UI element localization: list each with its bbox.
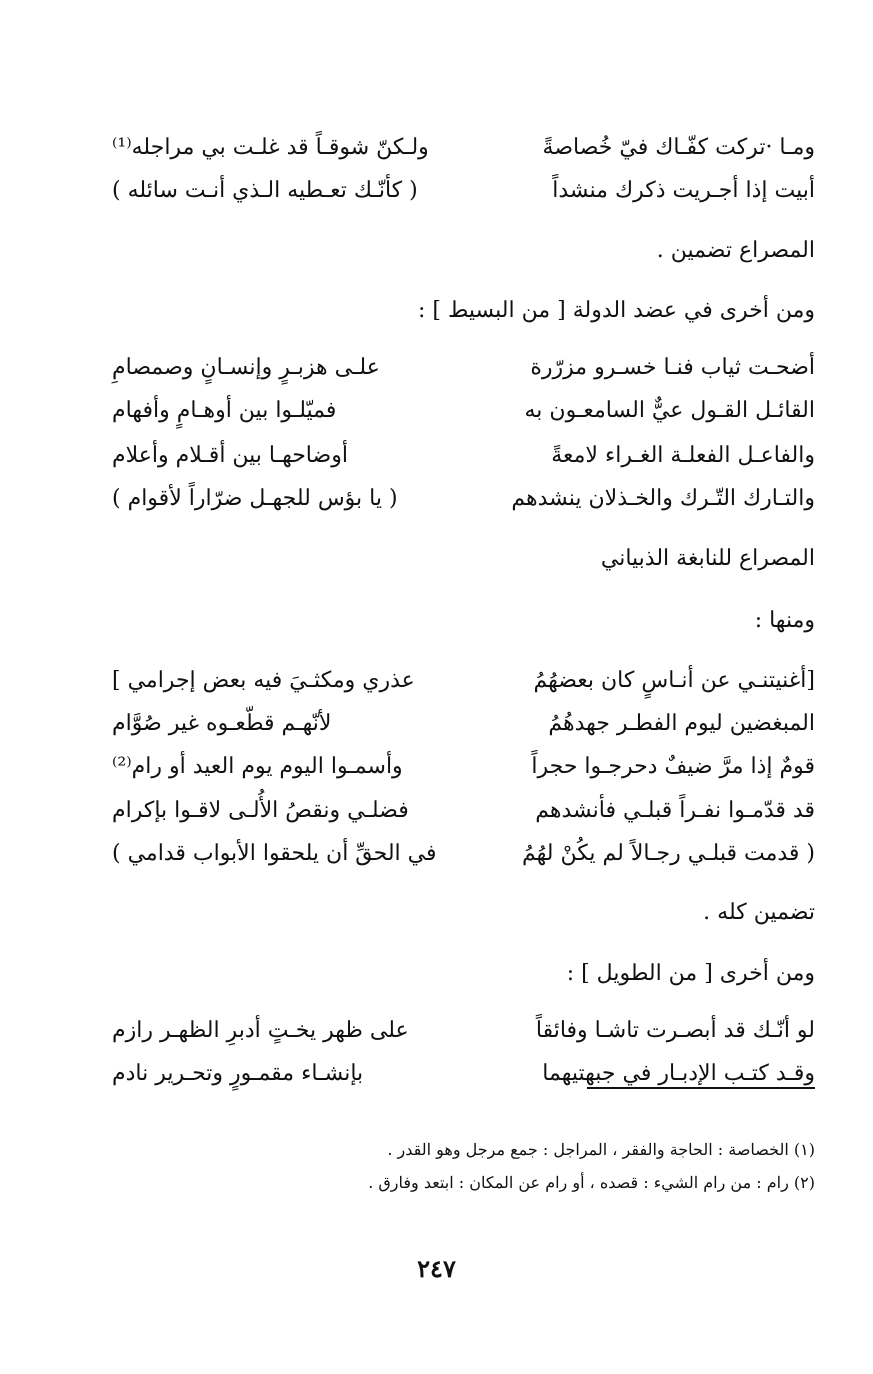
footnote: (٢) رام : من رام الشيء : قصده ، أو رام عن المكان : ابتعد وفارق . <box>368 1173 815 1192</box>
page-number: ٢٤٧ <box>417 1254 456 1283</box>
verse-second-hemistich: فميّلـوا بين أوهـامٍ وأفهام <box>112 398 337 423</box>
verse-second-hemistich: ( يا بؤس للجهـل ضرّاراً لأقوام ) <box>112 486 398 511</box>
verse-first-hemistich: قومٌ إذا مرَّ ضيفٌ دحرجـوا حجراً <box>531 754 815 779</box>
verse-second-hemistich: أوضاحهـا بين أقـلام وأعلام <box>112 443 348 468</box>
verse-second-hemistich: عذري ومكثـيَ فيه بعض إجرامي ] <box>112 668 415 693</box>
verse-line <box>112 756 815 786</box>
footnote: (١) الخصاصة : الحاجة والفقر ، المراجل : جمع مرجل وهو القدر . <box>387 1140 815 1159</box>
verse-first-hemistich: [أغنيتنـي عن أنـاسٍ كان بعضهُمُ <box>533 668 815 693</box>
verse-second-hemistich: علـى هزبـرٍ وإنسـانٍ وصمصامِ <box>112 355 380 380</box>
verse-first-hemistich: وقـد كتـب الإدبـار في جبهتيهما <box>542 1061 815 1086</box>
prose-line: ومن أخرى في عضد الدولة [ من البسيط ] : <box>418 298 815 323</box>
prose-line: المصراع للنابغة الذبياني <box>600 546 815 571</box>
verse-line <box>112 670 815 700</box>
prose-line: المصراع تضمين . <box>656 238 815 263</box>
verse-line <box>112 137 815 167</box>
verse-line <box>112 357 815 387</box>
verse-second-hemistich: على ظهر يخـتٍ أدبرِ الظهـر رازم <box>112 1018 409 1043</box>
verse-first-hemistich: والفاعـل الفعلـة الغـراء لامعةً <box>551 443 815 468</box>
verse-line <box>112 1020 815 1050</box>
verse-second-hemistich: لأنّهـم قطّعـوه غير صُوَّام <box>112 711 332 736</box>
verse-line <box>112 843 815 873</box>
prose-line: ومن أخرى [ من الطويل ] : <box>566 961 815 986</box>
verse-line <box>112 400 815 430</box>
verse-line <box>112 180 815 210</box>
verse-first-hemistich: لو أنّـك قد أبصـرت تاشـا وفائقاً <box>535 1018 815 1043</box>
verse-first-hemistich: قد قدّمـوا نفـراً قبلـي فأنشدهم <box>535 798 815 823</box>
verse-second-hemistich: فضلـي ونقصُ الأُلـى لاقـوا بإكرام <box>112 798 409 823</box>
verse-first-hemistich: أبيت إذا أجـريت ذكرك منشداً <box>552 178 815 203</box>
verse-first-hemistich: أضحـت ثياب فنـا خسـرو مزرّرة <box>530 355 815 380</box>
verse-second-hemistich: ولـكنّ شوقـاً قد غلـت بي مراجله⁽¹⁾ <box>112 135 429 160</box>
verse-first-hemistich: المبغضين ليوم الفطـر جهدهُمُ <box>548 711 815 736</box>
verse-second-hemistich: ( كأنّـك تعـطيه الـذي أنـت سائله ) <box>112 178 418 203</box>
verse-first-hemistich: والتـارك التّـرك والخـذلان ينشدهم <box>511 486 815 511</box>
verse-second-hemistich: وأسمـوا اليوم يوم العيد أو رام⁽²⁾ <box>112 754 403 779</box>
verse-line <box>112 713 815 743</box>
verse-line <box>112 445 815 475</box>
verse-line <box>112 488 815 518</box>
verse-line <box>112 800 815 830</box>
prose-line: تضمين كله . <box>703 900 815 925</box>
verse-first-hemistich: ( قدمت قبلـي رجـالاً لم يكُنْ لهُمُ <box>522 841 815 866</box>
verse-first-hemistich: القائـل القـول عيٌّ السامعـون به <box>524 398 815 423</box>
prose-line: ومنها : <box>754 608 815 633</box>
footnote-separator <box>587 1087 815 1089</box>
verse-second-hemistich: بإنشـاء مقمـورٍ وتحـرير نادم <box>112 1061 364 1086</box>
verse-first-hemistich: ومـا ·تركت كفّـاك فيّ خُصاصةً <box>542 135 815 160</box>
verse-second-hemistich: في الحقِّ أن يلحقوا الأبواب قدامي ) <box>112 841 437 866</box>
